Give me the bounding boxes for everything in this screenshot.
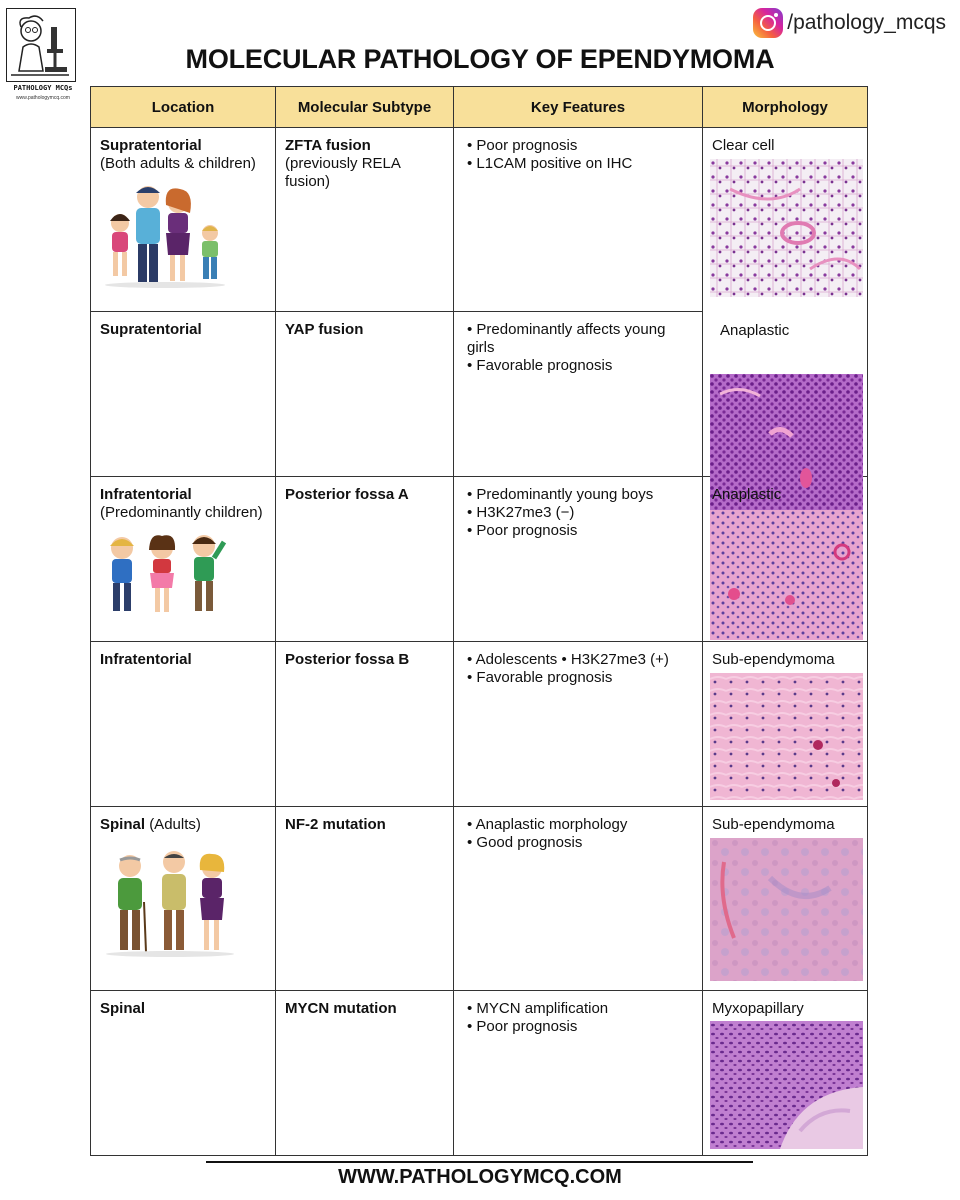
- location-name: Spinal: [100, 1000, 146, 1017]
- location-cell: [91, 991, 276, 1156]
- feature-item: • Good prognosis: [463, 834, 693, 852]
- location-name: Supratentorial: [100, 137, 202, 154]
- morphology-label: Anaplastic: [712, 486, 782, 503]
- morphology-label: Anaplastic: [720, 322, 790, 339]
- logo-caption: PATHOLOGY MCQs: [13, 84, 73, 92]
- features-cell: [454, 128, 703, 312]
- feature-item: • Poor prognosis: [463, 522, 693, 540]
- feature-item: • Predominantly affects young girls: [463, 321, 693, 357]
- subtype-name: MYCN mutation: [285, 1000, 397, 1017]
- location-cell: [91, 807, 276, 991]
- subtype-note: (previously RELA fusion): [285, 155, 401, 190]
- subtype-cell: [276, 991, 454, 1156]
- morphology-cell: [703, 807, 868, 991]
- logo-url: www.pathologymcq.com: [16, 95, 70, 101]
- location-name: Infratentorial: [100, 651, 192, 668]
- morphology-cell: [703, 477, 868, 642]
- feature-item: • MYCN amplification: [463, 1000, 693, 1018]
- feature-item: • Favorable prognosis: [463, 669, 693, 687]
- morphology-label: Sub-ependymoma: [712, 816, 835, 833]
- features-cell: [454, 642, 703, 807]
- histology-image-clear-cell: [710, 159, 863, 297]
- children-illustration: [100, 528, 266, 618]
- column-header-location: Location: [91, 87, 276, 128]
- location-cell: [91, 477, 276, 642]
- subtype-name: Posterior fossa B: [285, 651, 410, 668]
- features-cell: [454, 991, 703, 1156]
- footer-url: WWW.PATHOLOGYMCQ.COM: [338, 1166, 622, 1188]
- location-cell: [91, 642, 276, 807]
- family-illustration: [100, 179, 266, 289]
- footer-divider: [206, 1161, 753, 1163]
- features-cell: [454, 477, 703, 642]
- subtype-cell: [276, 807, 454, 991]
- subtype-name: Posterior fossa A: [285, 486, 409, 503]
- location-name: Infratentorial: [100, 486, 192, 503]
- location-cell: [91, 312, 276, 477]
- location-note: (Both adults & children): [100, 155, 256, 172]
- subtype-name: YAP fusion: [285, 321, 364, 338]
- adults-illustration: [100, 846, 266, 958]
- table-row: [91, 807, 868, 991]
- instagram-handle-link[interactable]: [753, 6, 946, 40]
- subtype-cell: [276, 642, 454, 807]
- features-cell: [454, 312, 703, 477]
- location-cell: [91, 128, 276, 312]
- table-row: [91, 128, 868, 312]
- morphology-label: Clear cell: [712, 137, 775, 154]
- table-row: [91, 477, 868, 642]
- column-header-morphology: Morphology: [703, 87, 868, 128]
- histology-image-anaplastic: [710, 510, 863, 640]
- histology-image-subependymoma: [710, 673, 863, 800]
- histology-image-subependymoma-low-power: [710, 838, 863, 981]
- feature-item: • Favorable prognosis: [463, 357, 693, 375]
- ependymoma-table: [90, 86, 868, 1156]
- features-cell: [454, 807, 703, 991]
- feature-item: • Predominantly young boys: [463, 486, 693, 504]
- morphology-label: Myxopapillary: [712, 1000, 804, 1017]
- feature-item: • Adolescents • H3K27me3 (+): [463, 651, 693, 669]
- feature-item: • Poor prognosis: [463, 137, 693, 155]
- table-row: [91, 991, 868, 1156]
- subtype-cell: [276, 477, 454, 642]
- instagram-icon: [753, 8, 783, 38]
- subtype-name: ZFTA fusion: [285, 137, 371, 154]
- morphology-cell: [703, 991, 868, 1156]
- feature-item: • Anaplastic morphology: [463, 816, 693, 834]
- morphology-cell: [703, 642, 868, 807]
- location-name: Supratentorial: [100, 321, 202, 338]
- histology-image-myxopapillary: [710, 1021, 863, 1149]
- morphology-label: Sub-ependymoma: [712, 651, 835, 668]
- table-header-row: [91, 87, 868, 128]
- subtype-cell: [276, 312, 454, 477]
- location-note: (Predominantly children): [100, 504, 263, 521]
- table-row: [91, 642, 868, 807]
- page-title: MOLECULAR PATHOLOGY OF EPENDYMOMA: [185, 44, 775, 74]
- morphology-cell: [703, 128, 868, 477]
- location-note: (Adults): [149, 816, 201, 833]
- feature-item: • Poor prognosis: [463, 1018, 693, 1036]
- column-header-features: Key Features: [454, 87, 703, 128]
- subtype-cell: [276, 128, 454, 312]
- location-name: Spinal: [100, 816, 146, 833]
- subtype-name: NF-2 mutation: [285, 816, 386, 833]
- column-header-subtype: Molecular Subtype: [276, 87, 454, 128]
- feature-item: • L1CAM positive on IHC: [463, 155, 693, 173]
- feature-item: • H3K27me3 (−): [463, 504, 693, 522]
- instagram-handle: /pathology_mcqs: [787, 11, 946, 34]
